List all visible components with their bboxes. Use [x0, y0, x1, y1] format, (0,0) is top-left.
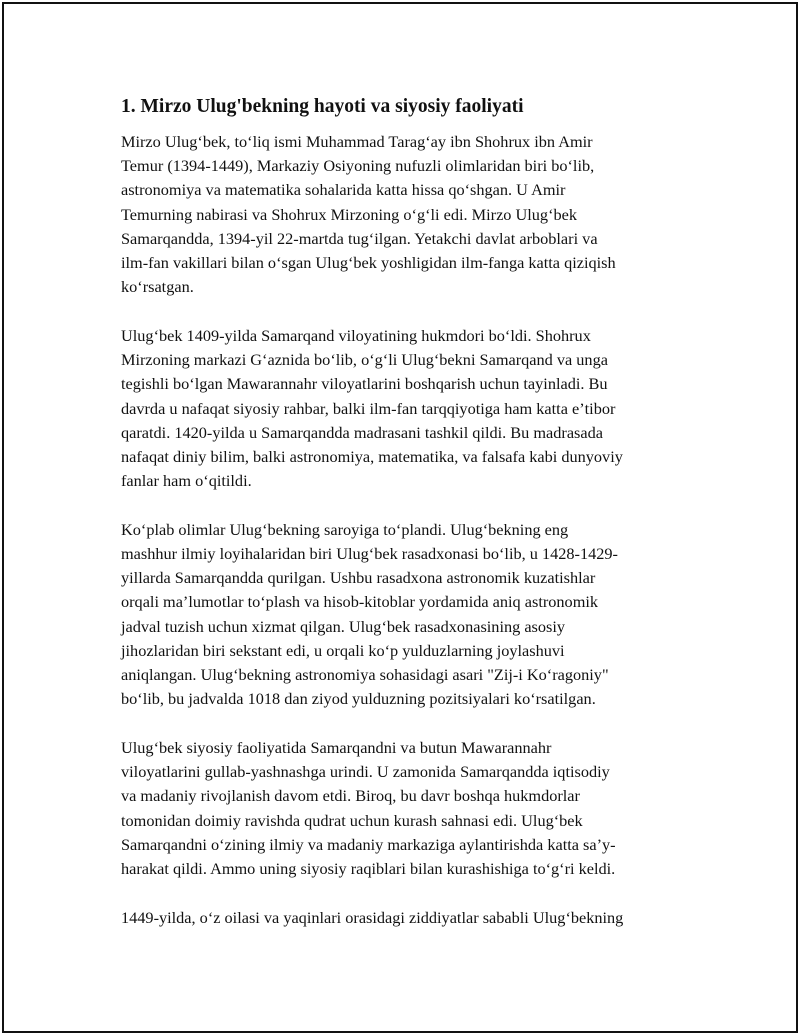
paragraph-line: boʻlib, bu jadvalda 1018 dan ziyod yulduzning pozitsiyalari koʻrsatilgan. — [121, 689, 596, 709]
paragraph-2 — [121, 324, 696, 493]
document-body — [121, 94, 696, 954]
paragraph-line: ilm-fan vakillari bilan oʻsgan Ulugʻbek yoshligidan ilm-fanga katta qiziqish — [121, 253, 616, 273]
page-frame — [2, 2, 798, 1033]
paragraph-line: Koʻplab olimlar Ulugʻbekning saroyiga toʻplandi. Ulugʻbekning eng — [121, 519, 569, 539]
paragraph-line: Samarqandni oʻzining ilmiy va madaniy markaziga aylantirishda katta saʼy- — [121, 834, 616, 854]
paragraph-line: astronomiya va matematika sohalarida katta hissa qoʻshgan. U Amir — [121, 180, 566, 200]
paragraph-line: koʻrsatgan. — [121, 277, 194, 297]
paragraph-line: Mirzo Ulugʻbek, toʻliq ismi Muhammad Taragʻay ibn Shohrux ibn Amir — [121, 132, 593, 151]
paragraph-line: Samarqandda, 1394-yil 22-martda tugʻilgan. Yetakchi davlat arboblari va — [121, 228, 598, 248]
paragraph-line: Temurning nabirasi va Shohrux Mirzoning oʻgʻli edi. Mirzo Ulugʻbek — [121, 204, 578, 224]
paragraph-line: tegishli boʻlgan Mawarannahr viloyatlarini boshqarish uchun tayinladi. Bu — [121, 374, 608, 394]
paragraph-line: Mirzoning markazi Gʻaznida boʻlib, oʻgʻli Ulugʻbekni Samarqand va unga — [121, 350, 608, 370]
paragraph-line: va madaniy rivojlanish davom etdi. Biroq, bu davr boshqa hukmdorlar — [121, 786, 580, 806]
paragraph-line: jadval tuzish uchun xizmat qilgan. Ulugʻbek rasadxonasining asosiy — [121, 616, 566, 636]
paragraph-line: Temur (1394-1449), Markaziy Osiyoning nufuzli olimlaridan biri boʻlib, — [121, 156, 595, 176]
paragraph-line: mashhur ilmiy loyihalaridan biri Ulugʻbek rasadxonasi boʻlib, u 1428-1429- — [121, 544, 618, 564]
paragraph-3 — [121, 518, 696, 712]
paragraph-line: davrda u nafaqat siyosiy rahbar, balki ilm-fan tarqqiyotiga ham katta eʼtibor — [121, 398, 616, 418]
paragraph-line: harakat qildi. Ammo uning siyosiy raqiblari bilan kurashishiga toʻgʻri keldi. — [121, 858, 616, 878]
paragraph-1 — [121, 130, 696, 299]
paragraph-4 — [121, 736, 696, 881]
paragraph-line: tomonidan doimiy ravishda qudrat uchun kurash sahnasi edi. Ulugʻbek — [121, 810, 583, 830]
paragraph-line: 1449-yilda, oʻz oilasi va yaqinlari orasidagi ziddiyatlar sababli Ulugʻbekning — [121, 907, 624, 927]
paragraph-line: qaratdi. 1420-yilda u Samarqandda madrasani tashkil qildi. Bu madrasada — [121, 422, 603, 442]
paragraph-line: jihozlaridan biri sekstant edi, u orqali koʻp yulduzlarning joylashuvi — [121, 640, 565, 660]
paragraph-line: nafaqat diniy bilim, balki astronomiya, matematika, va falsafa kabi dunyoviy — [121, 446, 623, 466]
paragraph-5 — [121, 906, 696, 930]
paragraph-line: yillarda Samarqandda qurilgan. Ushbu rasadxona astronomik kuzatishlar — [121, 568, 596, 588]
section-heading: 1. Mirzo Ulug'bekning hayoti va siyosiy faoliyati — [121, 96, 524, 117]
paragraph-line: orqali maʼlumotlar toʻplash va hisob-kitoblar yordamida aniq astronomik — [121, 592, 599, 612]
paragraph-line: fanlar ham oʻqitildi. — [121, 471, 252, 491]
paragraph-line: Ulugʻbek 1409-yilda Samarqand viloyatining hukmdori boʻldi. Shohrux — [121, 325, 591, 345]
paragraph-line: viloyatlarini gullab-yashnashga urindi. U zamonida Samarqandda iqtisodiy — [121, 762, 610, 782]
paragraph-line: aniqlangan. Ulugʻbekning astronomiya sohasidagi asari "Zij-i Koʻragoniy" — [121, 665, 609, 685]
paragraph-line: Ulugʻbek siyosiy faoliyatida Samarqandni va butun Mawarannahr — [121, 737, 552, 757]
